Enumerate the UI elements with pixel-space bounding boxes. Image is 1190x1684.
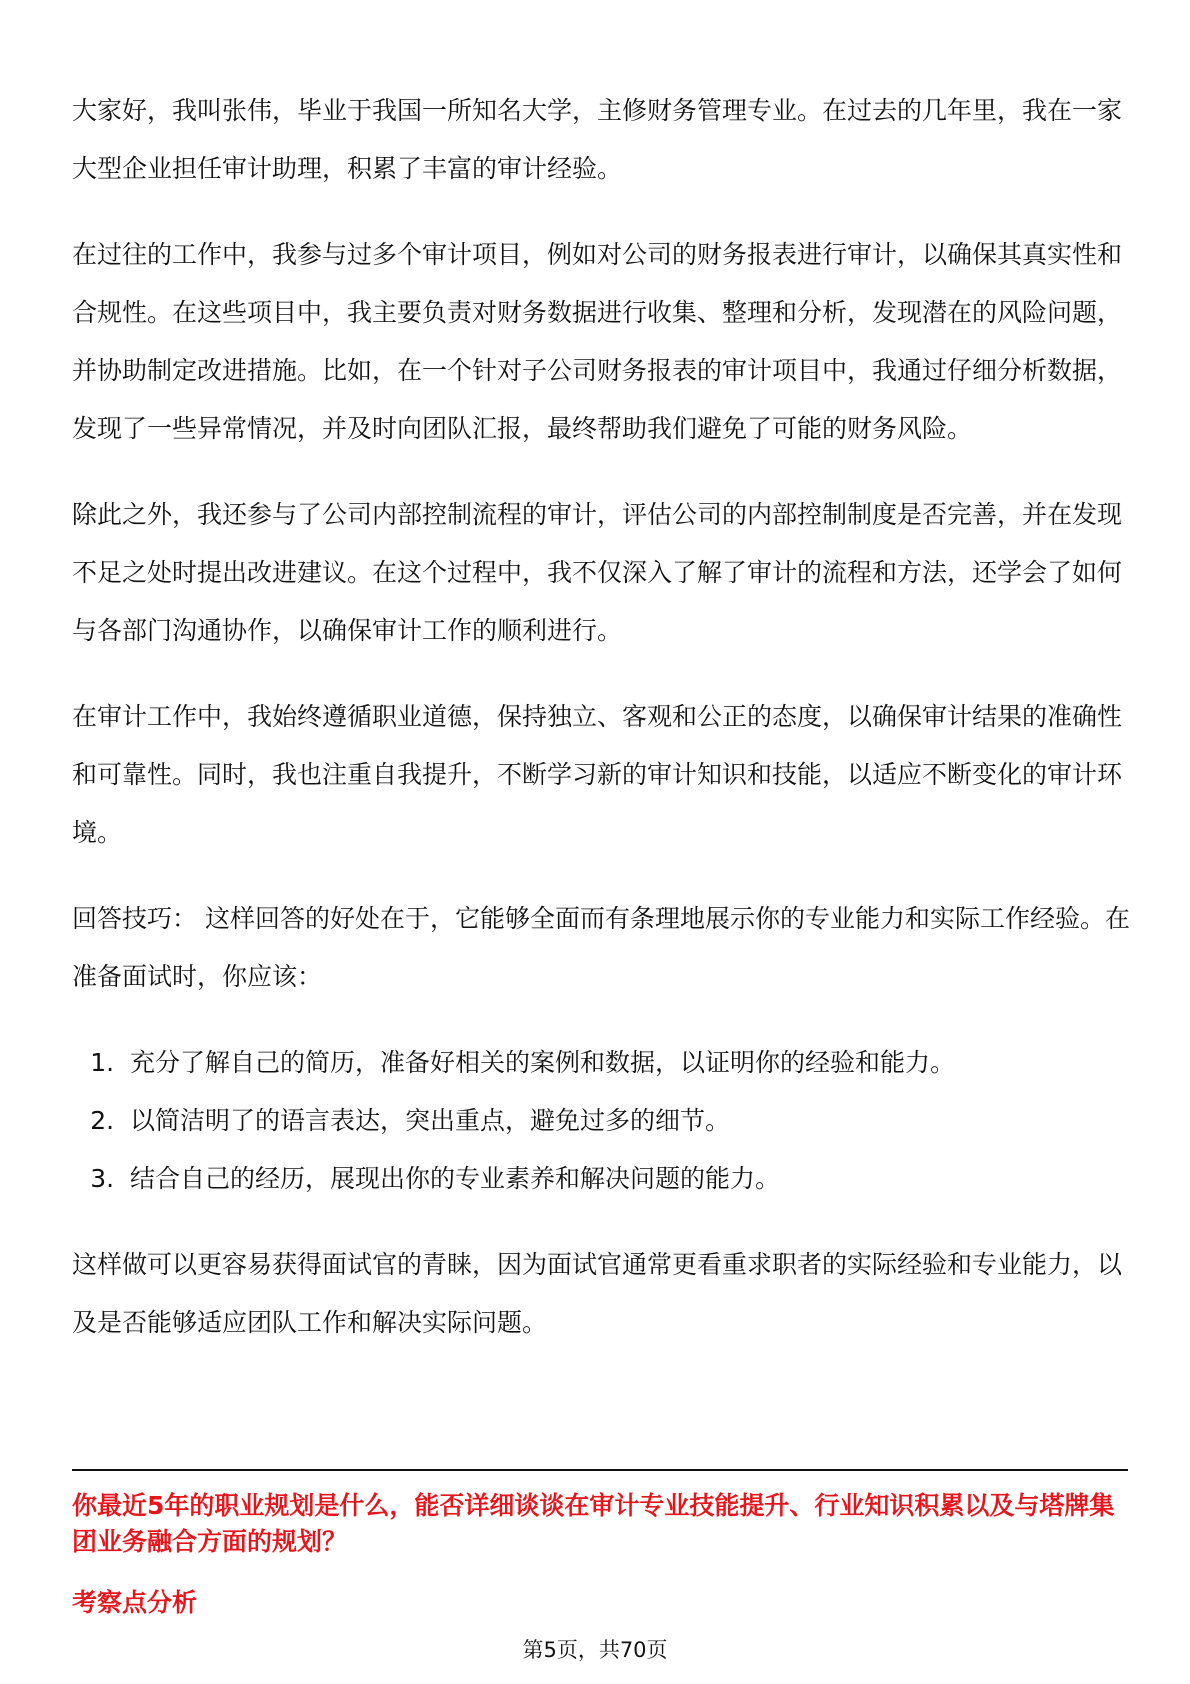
list-item: 2. 以简洁明了的语言表达，突出重点，避免过多的细节。 bbox=[122, 1092, 1132, 1150]
question-heading: 你最近5年的职业规划是什么，能否详细谈谈在审计专业技能提升、行业知识积累以及与塔牌集团业务融合方面的规划？ bbox=[72, 1491, 1115, 1556]
paragraph-tips-intro: 回答技巧： 这样回答的好处在于，它能够全面而有条理地展示你的专业能力和实际工作经验。在准备面试时，你应该： bbox=[72, 904, 1130, 991]
paragraph-closing: 这样做可以更容易获得面试官的青睐，因为面试官通常更看重求职者的实际经验和专业能力，以及是否能够适应团队工作和解决实际问题。 bbox=[72, 1250, 1123, 1337]
section-title: 考察点分析 bbox=[72, 1588, 198, 1617]
paragraph-intro: 大家好，我叫张伟，毕业于我国一所知名大学，主修财务管理专业。在过去的几年里，我在一家大型企业担任审计助理，积累了丰富的审计经验。 bbox=[72, 96, 1123, 183]
divider bbox=[72, 1469, 1128, 1471]
paragraph-experience: 在过往的工作中，我参与过多个审计项目，例如对公司的财务报表进行审计，以确保其真实性和合规性。在这些项目中，我主要负责对财务数据进行收集、整理和分析，发现潜在的风险问题，并协助制定改进措施。比如，在一个针对子公司财务报表的审计项目中，我通过仔细分析数据，发现了一些异常情况，并及时向团队汇报，最终帮助我们避免了可能的财务风险。 bbox=[72, 240, 1123, 443]
tips-list bbox=[72, 1034, 1132, 1208]
paragraph-ethics: 在审计工作中，我始终遵循职业道德，保持独立、客观和公正的态度，以确保审计结果的准确性和可靠性。同时，我也注重自我提升，不断学习新的审计知识和技能，以适应不断变化的审计环境。 bbox=[72, 702, 1123, 847]
document-body bbox=[72, 82, 1132, 1380]
list-item: 1. 充分了解自己的简历，准备好相关的案例和数据，以证明你的经验和能力。 bbox=[122, 1034, 1132, 1092]
list-item: 3. 结合自己的经历，展现出你的专业素养和解决问题的能力。 bbox=[122, 1150, 1132, 1208]
paragraph-internal-control: 除此之外，我还参与了公司内部控制流程的审计，评估公司的内部控制制度是否完善，并在发现不足之处时提出改进建议。在这个过程中，我不仅深入了解了审计的流程和方法，还学会了如何与各部门沟通协作，以确保审计工作的顺利进行。 bbox=[72, 500, 1123, 645]
page-number: 第5页，共70页 bbox=[522, 1638, 668, 1662]
